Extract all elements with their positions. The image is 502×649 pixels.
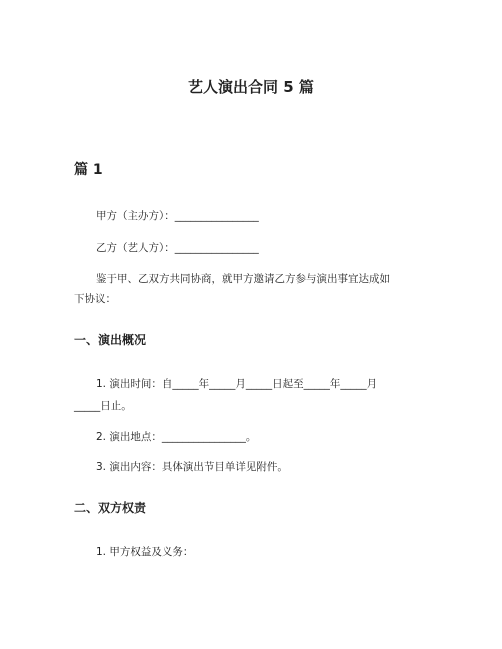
intro-line-2: 下协议： bbox=[74, 293, 116, 305]
overview-item-1-line-2: _____日止。 bbox=[74, 400, 132, 412]
party-b-line: 乙方（艺人方）：________________ bbox=[96, 242, 259, 254]
heading-overview: 一、演出概况 bbox=[74, 333, 147, 347]
party-a-line: 甲方（主办方）：________________ bbox=[96, 210, 259, 222]
overview-item-3: 3. 演出内容：具体演出节目单详见附件。 bbox=[96, 461, 288, 473]
heading-rights: 二、双方权责 bbox=[74, 501, 147, 515]
intro-line-1: 鉴于甲、乙双方共同协商，就甲方邀请乙方参与演出事宜达成如 bbox=[96, 273, 390, 285]
overview-item-2: 2. 演出地点：________________。 bbox=[96, 431, 257, 443]
document-title: 艺人演出合同 5 篇 bbox=[188, 78, 314, 96]
overview-item-1-line-1: 1. 演出时间：自_____年_____月_____日起至_____年_____月 bbox=[96, 378, 378, 390]
rights-item-1: 1. 甲方权益及义务： bbox=[96, 546, 194, 558]
section-heading: 篇 1 bbox=[74, 162, 103, 178]
